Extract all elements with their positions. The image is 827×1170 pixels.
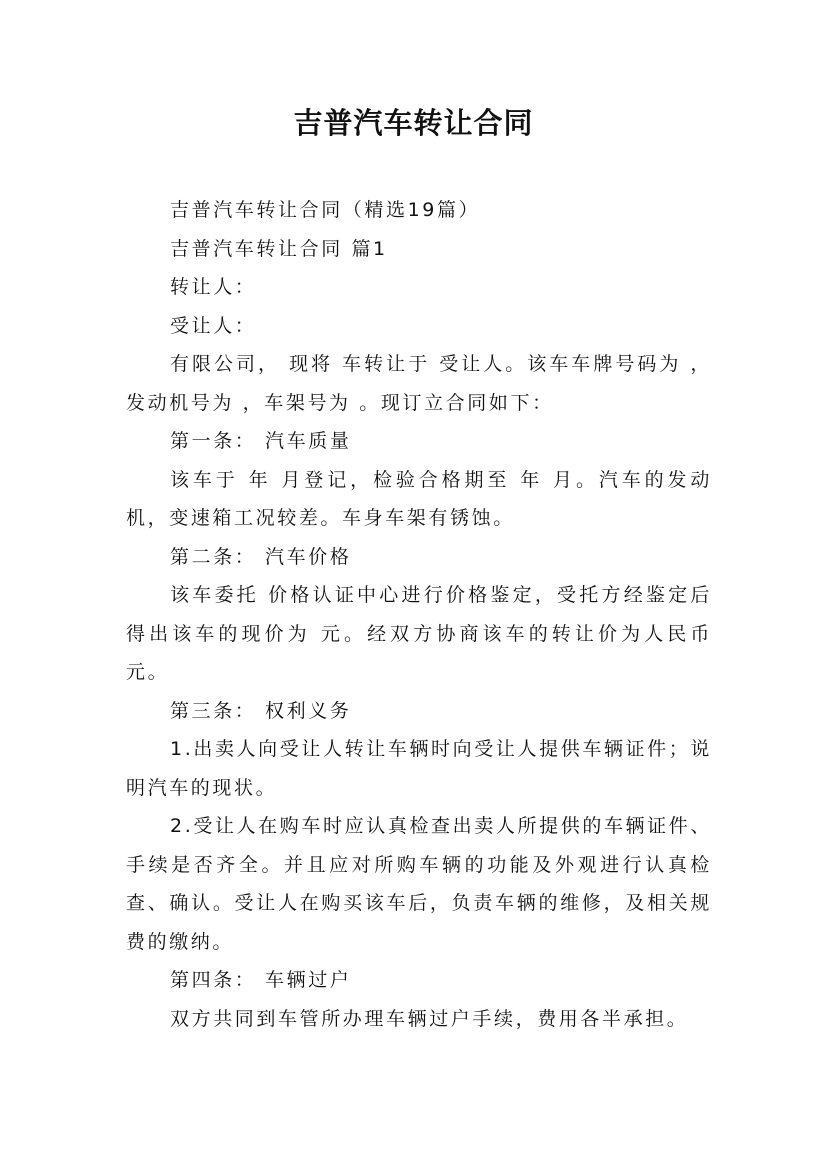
transferee-line: 受让人： [170,314,257,337]
transferor-line: 转让人： [170,276,257,298]
document-title: 吉普汽车转让合同 [293,106,534,140]
intro-paragraph: 有限公司， 现将 车转让于 受让人。该车车牌号码为 ，发动机号为 ，车架号为 。现订立合同如下： [126,353,712,414]
article-1-heading: 第一条： 汽车质量 [170,430,352,452]
article-3-item-1: 1.出卖人向受让人转让车辆时向受让人提供车辆证件；说明汽车的现状。 [126,738,712,799]
chapter-heading: 吉普汽车转让合同 篇1 [170,237,388,260]
article-3-heading: 第三条： 权利义务 [170,699,352,722]
article-3-item-2: 2.受让人在购车时应认真检查出卖人所提供的车辆证件、手续是否齐全。并且应对所购车辆的功能及外观进行认真检查、确认。受让人在购买该车后，负责车辆的维修，及相关规费的缴纳。 [126,815,712,953]
article-4-paragraph: 双方共同到车管所办理车辆过户手续，费用各半承担。 [170,1007,689,1030]
document-body [126,191,712,1038]
article-1-paragraph: 该车于 年 月登记，检验合格期至 年 月。汽车的发动机，变速箱工况较差。车身车架有锈蚀。 [126,468,712,529]
article-2-heading: 第二条： 汽车价格 [170,545,352,568]
article-4-heading: 第四条： 车辆过户 [170,969,352,991]
subtitle-paragraph: 吉普汽车转让合同（精选19篇） [170,199,481,221]
article-2-paragraph: 该车委托 价格认证中心进行价格鉴定，受托方经鉴定后得出该车的现价为 元。经双方协商该车的转让价为人民币 元。 [126,584,712,683]
